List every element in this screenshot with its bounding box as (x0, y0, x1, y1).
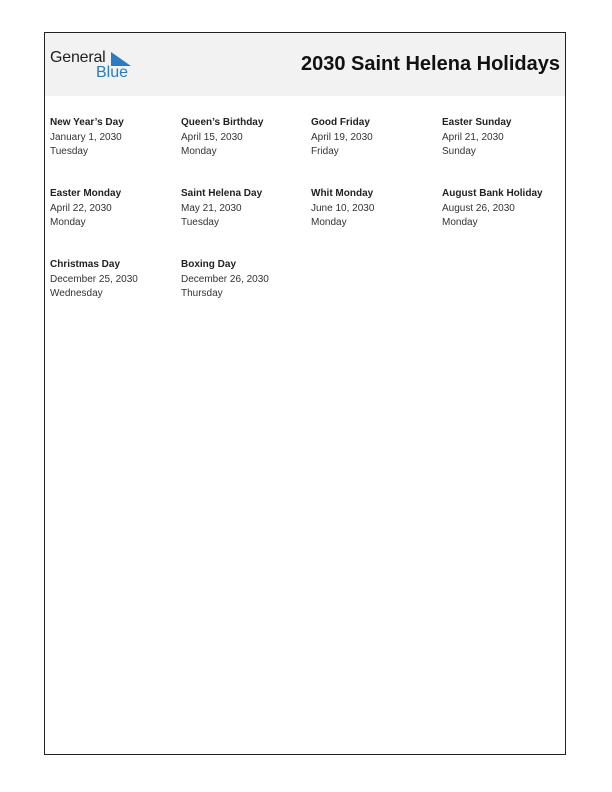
holiday-date: April 19, 2030 (311, 131, 373, 143)
holiday-name: Christmas Day (50, 259, 121, 270)
holiday-date: June 10, 2030 (311, 202, 375, 214)
generalblue-logo (50, 49, 140, 83)
holiday-name: Good Friday (311, 117, 370, 128)
page-title: 2030 Saint Helena Holidays (300, 53, 560, 75)
holiday-item (181, 116, 309, 160)
holiday-date: August 26, 2030 (442, 202, 515, 214)
holiday-weekday: Friday (311, 146, 339, 157)
holiday-name: Boxing Day (181, 259, 237, 270)
holiday-weekday: Monday (442, 217, 478, 228)
page-frame (44, 32, 566, 755)
holiday-weekday: Monday (181, 146, 217, 157)
holiday-date: April 22, 2030 (50, 202, 112, 214)
holiday-item (50, 187, 178, 231)
holiday-date: April 21, 2030 (442, 131, 504, 143)
holiday-name: New Year’s Day (50, 117, 124, 128)
holiday-item (311, 116, 439, 160)
holiday-item (311, 187, 439, 231)
logo-text-blue: Blue (96, 64, 129, 81)
holiday-item (181, 187, 309, 231)
holiday-date: May 21, 2030 (181, 202, 242, 214)
logo-text-general: General (50, 49, 106, 66)
holiday-weekday: Wednesday (50, 288, 103, 299)
holiday-name: Easter Monday (50, 188, 122, 199)
holiday-weekday: Thursday (181, 288, 223, 299)
holiday-item (50, 258, 178, 302)
holiday-name: August Bank Holiday (442, 188, 543, 199)
holiday-item (442, 116, 570, 160)
holiday-name: Queen’s Birthday (181, 117, 264, 128)
holiday-date: December 26, 2030 (181, 273, 269, 285)
holiday-date: April 15, 2030 (181, 131, 243, 143)
holiday-weekday: Monday (50, 217, 86, 228)
holiday-weekday: Monday (311, 217, 347, 228)
holiday-name: Whit Monday (311, 188, 374, 199)
holiday-name: Easter Sunday (442, 117, 512, 128)
holiday-weekday: Sunday (442, 146, 476, 157)
holiday-date: January 1, 2030 (50, 131, 122, 143)
holiday-weekday: Tuesday (50, 146, 88, 157)
holiday-date: December 25, 2030 (50, 273, 138, 285)
holiday-name: Saint Helena Day (181, 188, 263, 199)
holiday-item (442, 187, 570, 231)
header-band (45, 33, 565, 96)
holiday-item (181, 258, 309, 302)
holiday-item (50, 116, 178, 160)
holiday-weekday: Tuesday (181, 217, 219, 228)
